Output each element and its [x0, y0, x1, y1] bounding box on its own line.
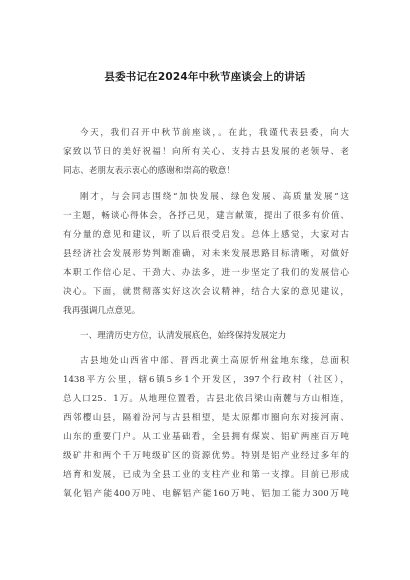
paragraph-line: 古县地处山西省中部、晋西北黄土高原忻州盆地东缘，总面积	[80, 356, 349, 366]
paragraph-line: 1438平方公里，辖6镇5乡1个开发区，397个行政村（社区），	[63, 375, 349, 385]
paragraph-line: 决心。下面，就贯彻落实好这次会议精神，结合大家的意见建议，	[63, 287, 349, 297]
paragraph-line: 培育和发展，已成为全县工业的支柱产业和第一支撑。目前已形成	[63, 470, 349, 480]
paragraph-line: 今天，我们召开中秋节前座谈，。在此，我谨代表县委，向大	[80, 128, 349, 138]
document-title: 县委书记在2024年中秋节座谈会上的讲话	[104, 71, 306, 83]
paragraph-line: 一主题，畅谈心得体会，各抒己见，建言献策，提出了很多有价值、	[63, 211, 349, 221]
paragraph-line: 总人口25．1万。从地理位置看，古县北依吕梁山南麓与方山相连，	[63, 394, 349, 404]
paragraph-line: 家致以节日的美好祝福！向所有关心、支持古县发展的老领导、老	[63, 147, 349, 157]
paragraph-line: 刚才，与会同志围绕“加快发展、绿色发展、高质量发展”这	[80, 192, 349, 202]
paragraph-line: 级矿井和两个千万吨级矿区的资源优势。特别是铝产业经过多年的	[63, 451, 349, 461]
paragraph-line: 我再强调几点意见。	[63, 306, 141, 316]
paragraph-line: 西邻樱山县，隔着汾河与古县相望，是太原都市圈向东对接河南、	[63, 413, 349, 423]
paragraph-line: 同志、老朋友表示衷心的感谢和崇高的敬意！	[63, 166, 235, 176]
paragraph-line: 山东的重要门户。从工业基础看，全县拥有煤炭、铝矿两座百万吨	[63, 432, 349, 442]
section-heading: 一、理清历史方位，认清发展底色，始终保持发展定力	[80, 331, 287, 341]
paragraph-line: 本职工作信心足、干劲大、办法多，进一步坚定了我们的发展信心	[63, 268, 349, 278]
paragraph-line: 氧化铝产能400万吨、电解铝产能160万吨、铝加工能力300万吨	[63, 489, 349, 499]
paragraph-line: 有分量的意见和建议，听了以后很受启发。总体上感觉，大家对古	[63, 230, 349, 240]
paragraph-line: 县经济社会发展形势判断准确，对未来发展思路目标清晰，对做好	[63, 249, 349, 259]
